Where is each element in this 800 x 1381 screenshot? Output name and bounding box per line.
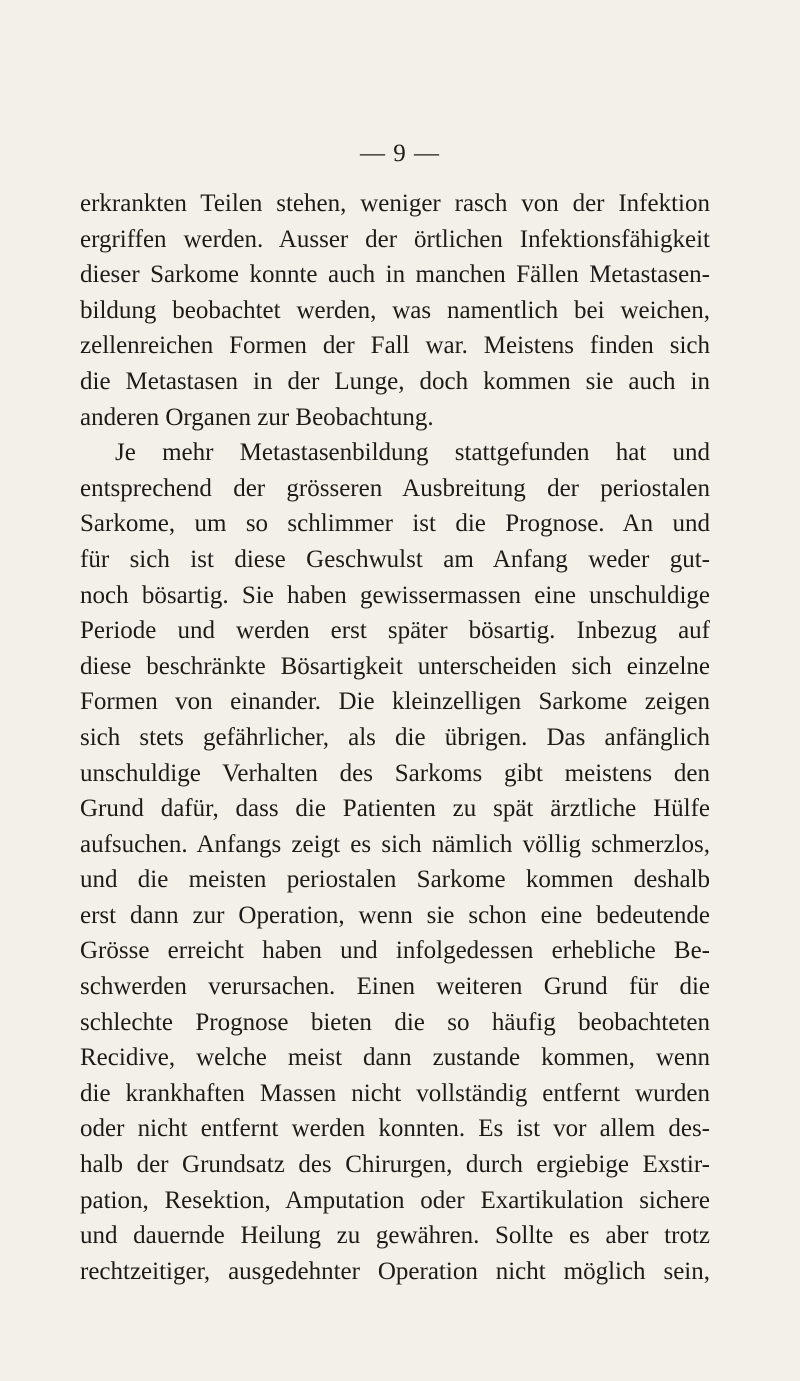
text-line: und dauernde Heilung zu gewähren. Sollte es aber trotz bbox=[80, 1222, 710, 1250]
text-line: pation, Resektion, Amputation oder Exartikulation sichere bbox=[80, 1186, 710, 1214]
text-line: entsprechend der grösseren Ausbreitung der periostalen bbox=[80, 474, 710, 502]
text-line: die krankhaften Massen nicht vollständig entfernt wurden bbox=[80, 1079, 710, 1107]
text-line: für sich ist diese Geschwulst am Anfang weder gut- bbox=[80, 545, 710, 573]
page-number: — 9 — bbox=[360, 140, 440, 167]
text-line: schlechte Prognose bieten die so häufig beobachteten bbox=[80, 1008, 710, 1036]
text-line: sich stets gefährlicher, als die übrigen. Das anfänglich bbox=[80, 723, 710, 751]
text-line: die Metastasen in der Lunge, doch kommen sie auch in bbox=[80, 367, 710, 395]
text-line: ergriffen werden. Ausser der örtlichen Infektionsfähigkeit bbox=[80, 225, 710, 253]
text-line: aufsuchen. Anfangs zeigt es sich nämlich völlig schmerzlos, bbox=[80, 830, 710, 858]
text-line: erst dann zur Operation, wenn sie schon eine bedeutende bbox=[80, 901, 710, 929]
text-line: Formen von einander. Die kleinzelligen Sarkome zeigen bbox=[80, 688, 710, 716]
text-line: bildung beobachtet werden, was namentlich bei weichen, bbox=[80, 296, 710, 324]
text-line: Recidive, welche meist dann zustande kommen, wenn bbox=[80, 1044, 710, 1072]
text-line: oder nicht entfernt werden konnten. Es ist vor allem des- bbox=[80, 1115, 710, 1143]
text-line: noch bösartig. Sie haben gewissermassen eine unschuldige bbox=[80, 581, 710, 609]
text-line: halb der Grundsatz des Chirurgen, durch ergiebige Exstir- bbox=[80, 1151, 710, 1179]
text-line: diese beschränkte Bösartigkeit unterscheiden sich einzelne bbox=[80, 652, 710, 680]
text-line: Je mehr Metastasenbildung stattgefunden hat und bbox=[115, 439, 710, 467]
text-line: schwerden verursachen. Einen weiteren Grund für die bbox=[80, 973, 710, 1001]
text-line: unschuldige Verhalten des Sarkoms gibt meistens den bbox=[80, 759, 710, 787]
text-line: und die meisten periostalen Sarkome kommen deshalb bbox=[80, 866, 710, 894]
body-text bbox=[80, 186, 710, 1289]
text-line: Sarkome, um so schlimmer ist die Prognose. An und bbox=[80, 510, 710, 538]
text-line: Grösse erreicht haben und infolgedessen erhebliche Be- bbox=[80, 937, 710, 965]
text-line: erkrankten Teilen stehen, weniger rasch von der Infektion bbox=[80, 190, 710, 217]
text-line: rechtzeitiger, ausgedehnter Operation nicht möglich sein, bbox=[80, 1257, 710, 1285]
text-line: dieser Sarkome konnte auch in manchen Fällen Metastasen- bbox=[80, 261, 710, 289]
text-line: Grund dafür, dass die Patienten zu spät ärztliche Hülfe bbox=[80, 795, 710, 823]
text-line: Periode und werden erst später bösartig. Inbezug auf bbox=[80, 617, 710, 645]
text-line: zellenreichen Formen der Fall war. Meistens finden sich bbox=[80, 332, 710, 360]
text-line: anderen Organen zur Beobachtung. bbox=[80, 403, 434, 431]
